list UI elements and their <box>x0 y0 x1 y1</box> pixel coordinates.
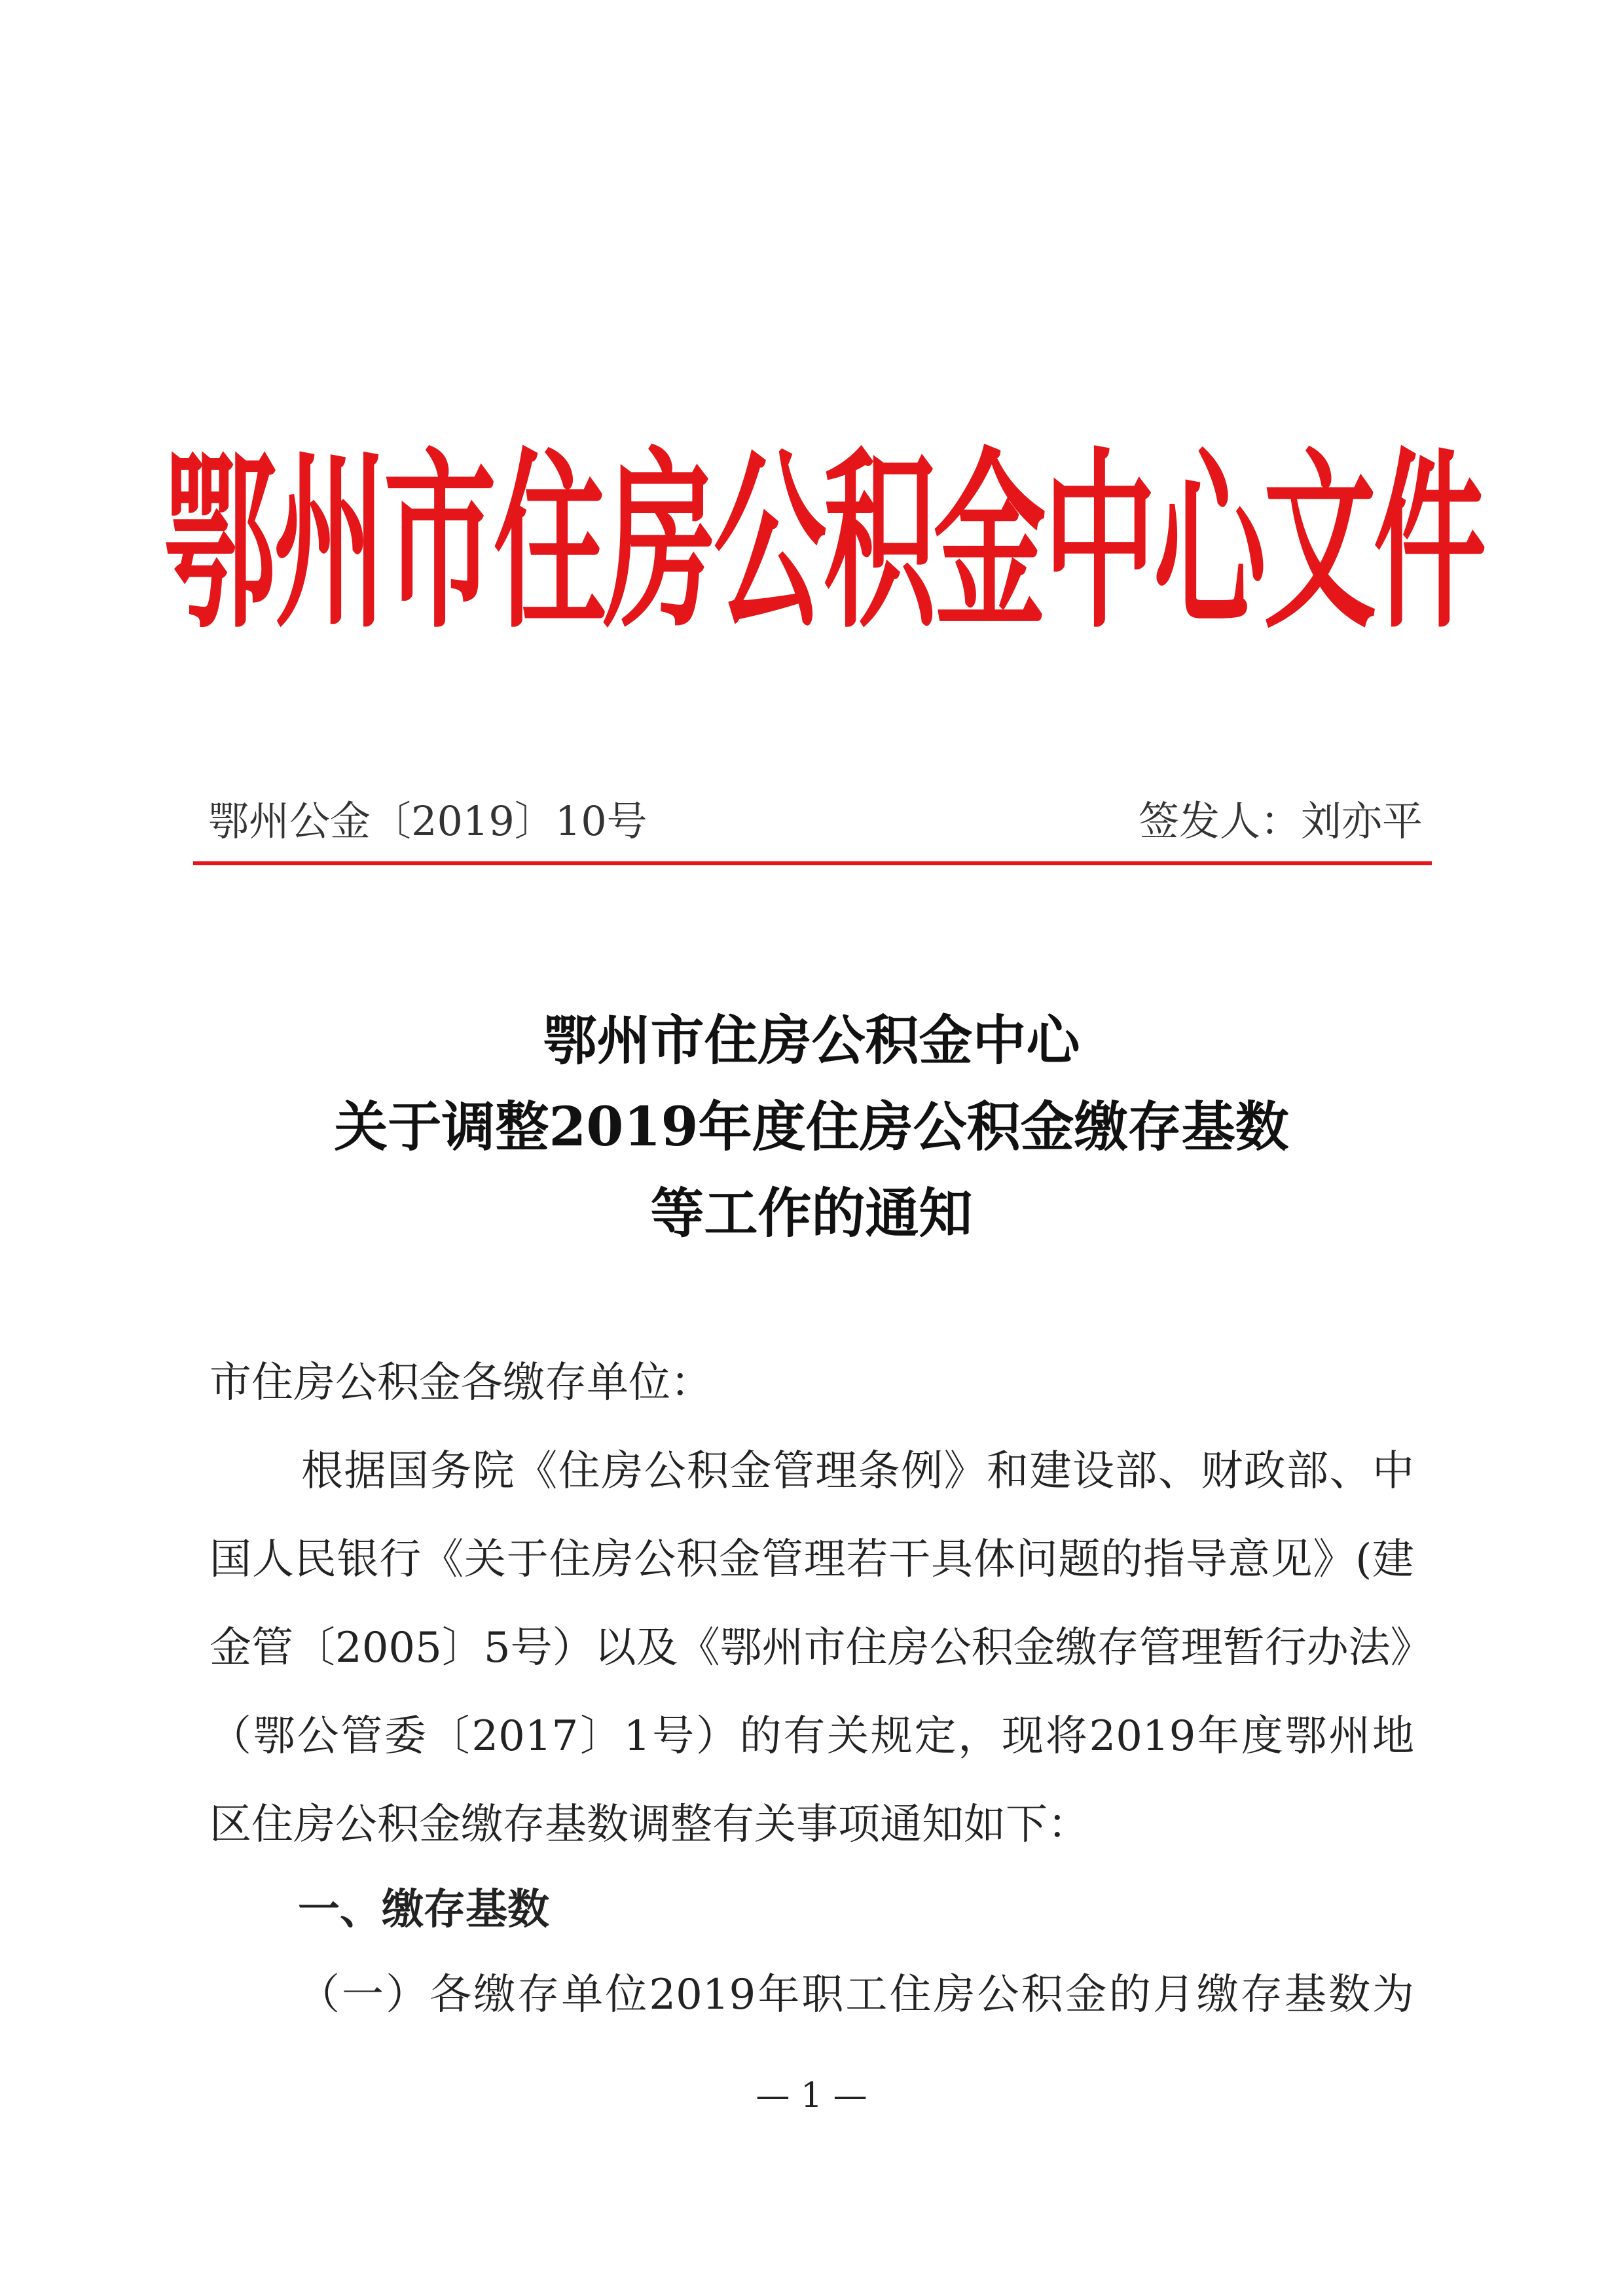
notice-title-line-1: 鄂州市住房公积金中心 <box>543 1009 1080 1072</box>
page-number: — 1 — <box>756 2076 867 2115</box>
paragraph-line: 区住房公积金缴存基数调整有关事项通知如下： <box>210 1801 1089 1849</box>
section-heading: 一、缴存基数 <box>298 1886 549 1934</box>
paragraph-line: 金管〔2005〕5号）以及《鄂州市住房公积金缴存管理暂行办法》 <box>210 1624 1432 1672</box>
paragraph-line: （鄂公管委〔2017〕1号）的有关规定，现将2019年度鄂州地 <box>210 1712 1414 1761</box>
issuer-signature: 签发人：刘亦平 <box>1138 797 1423 845</box>
header-red-divider <box>193 861 1432 865</box>
document-header-title: 鄂州市住房公积金中心文件 <box>164 431 1484 655</box>
addressee: 市住房公积金各缴存单位： <box>210 1359 712 1407</box>
document-number: 鄂州公金〔2019〕10号 <box>208 797 647 845</box>
notice-title-line-2: 关于调整2019年度住房公积金缴存基数 <box>334 1096 1289 1158</box>
paragraph-line: 根据国务院《住房公积金管理条例》和建设部、财政部、中 <box>301 1447 1414 1496</box>
paragraph-line: 国人民银行《关于住房公积金管理若干具体问题的指导意见》(建 <box>210 1535 1414 1584</box>
notice-title-line-3: 等工作的通知 <box>650 1182 973 1245</box>
subsection-text: （一）各缴存单位2019年职工住房公积金的月缴存基数为 <box>298 1971 1414 2019</box>
